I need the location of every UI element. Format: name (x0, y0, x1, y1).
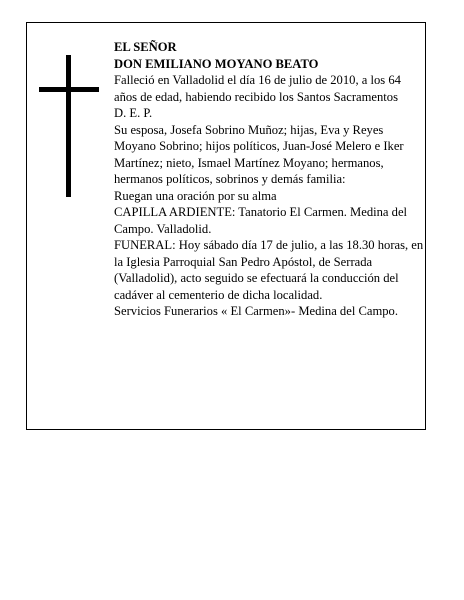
funeral-info: FUNERAL: Hoy sábado día 17 de julio, a las 18.30 horas, en la Iglesia Parroquial San Pedro Apóstol, de Serrada (Valladolid), acto seguido se efectuará la conducción del cadáver al cementerio de dicha localidad. (114, 238, 424, 302)
obituary-notice (26, 22, 426, 430)
chapel-info: CAPILLA ARDIENTE: Tanatorio El Carmen. Medina del Campo. Valladolid. (114, 205, 408, 236)
funeral-services: Servicios Funerarios « El Carmen»- Medina del Campo. (114, 304, 398, 318)
family-list: Su esposa, Josefa Sobrino Muñoz; hijas, Eva y Reyes Moyano Sobrino; hijos políticos, Juan-José Melero e Iker Martínez; nieto, Ismael Martínez Moyano; hermanos, hermanos políticos, sobrinos y demás familia: (114, 122, 404, 186)
cross-vertical-bar (66, 55, 71, 197)
prayer-request: Ruegan una oración por su alma (114, 188, 277, 203)
rest-in-peace: D. E. P. (114, 106, 153, 120)
cross-icon (39, 55, 99, 197)
notice-title: EL SEÑOR (114, 40, 177, 54)
notice-text (114, 39, 424, 320)
cross-horizontal-bar (39, 87, 99, 92)
death-announcement: Falleció en Valladolid el día 16 de julio de 2010, a los 64 años de edad, habiendo recibido los Santos Sacramentos (114, 73, 401, 104)
deceased-name: DON EMILIANO MOYANO BEATO (114, 56, 319, 71)
